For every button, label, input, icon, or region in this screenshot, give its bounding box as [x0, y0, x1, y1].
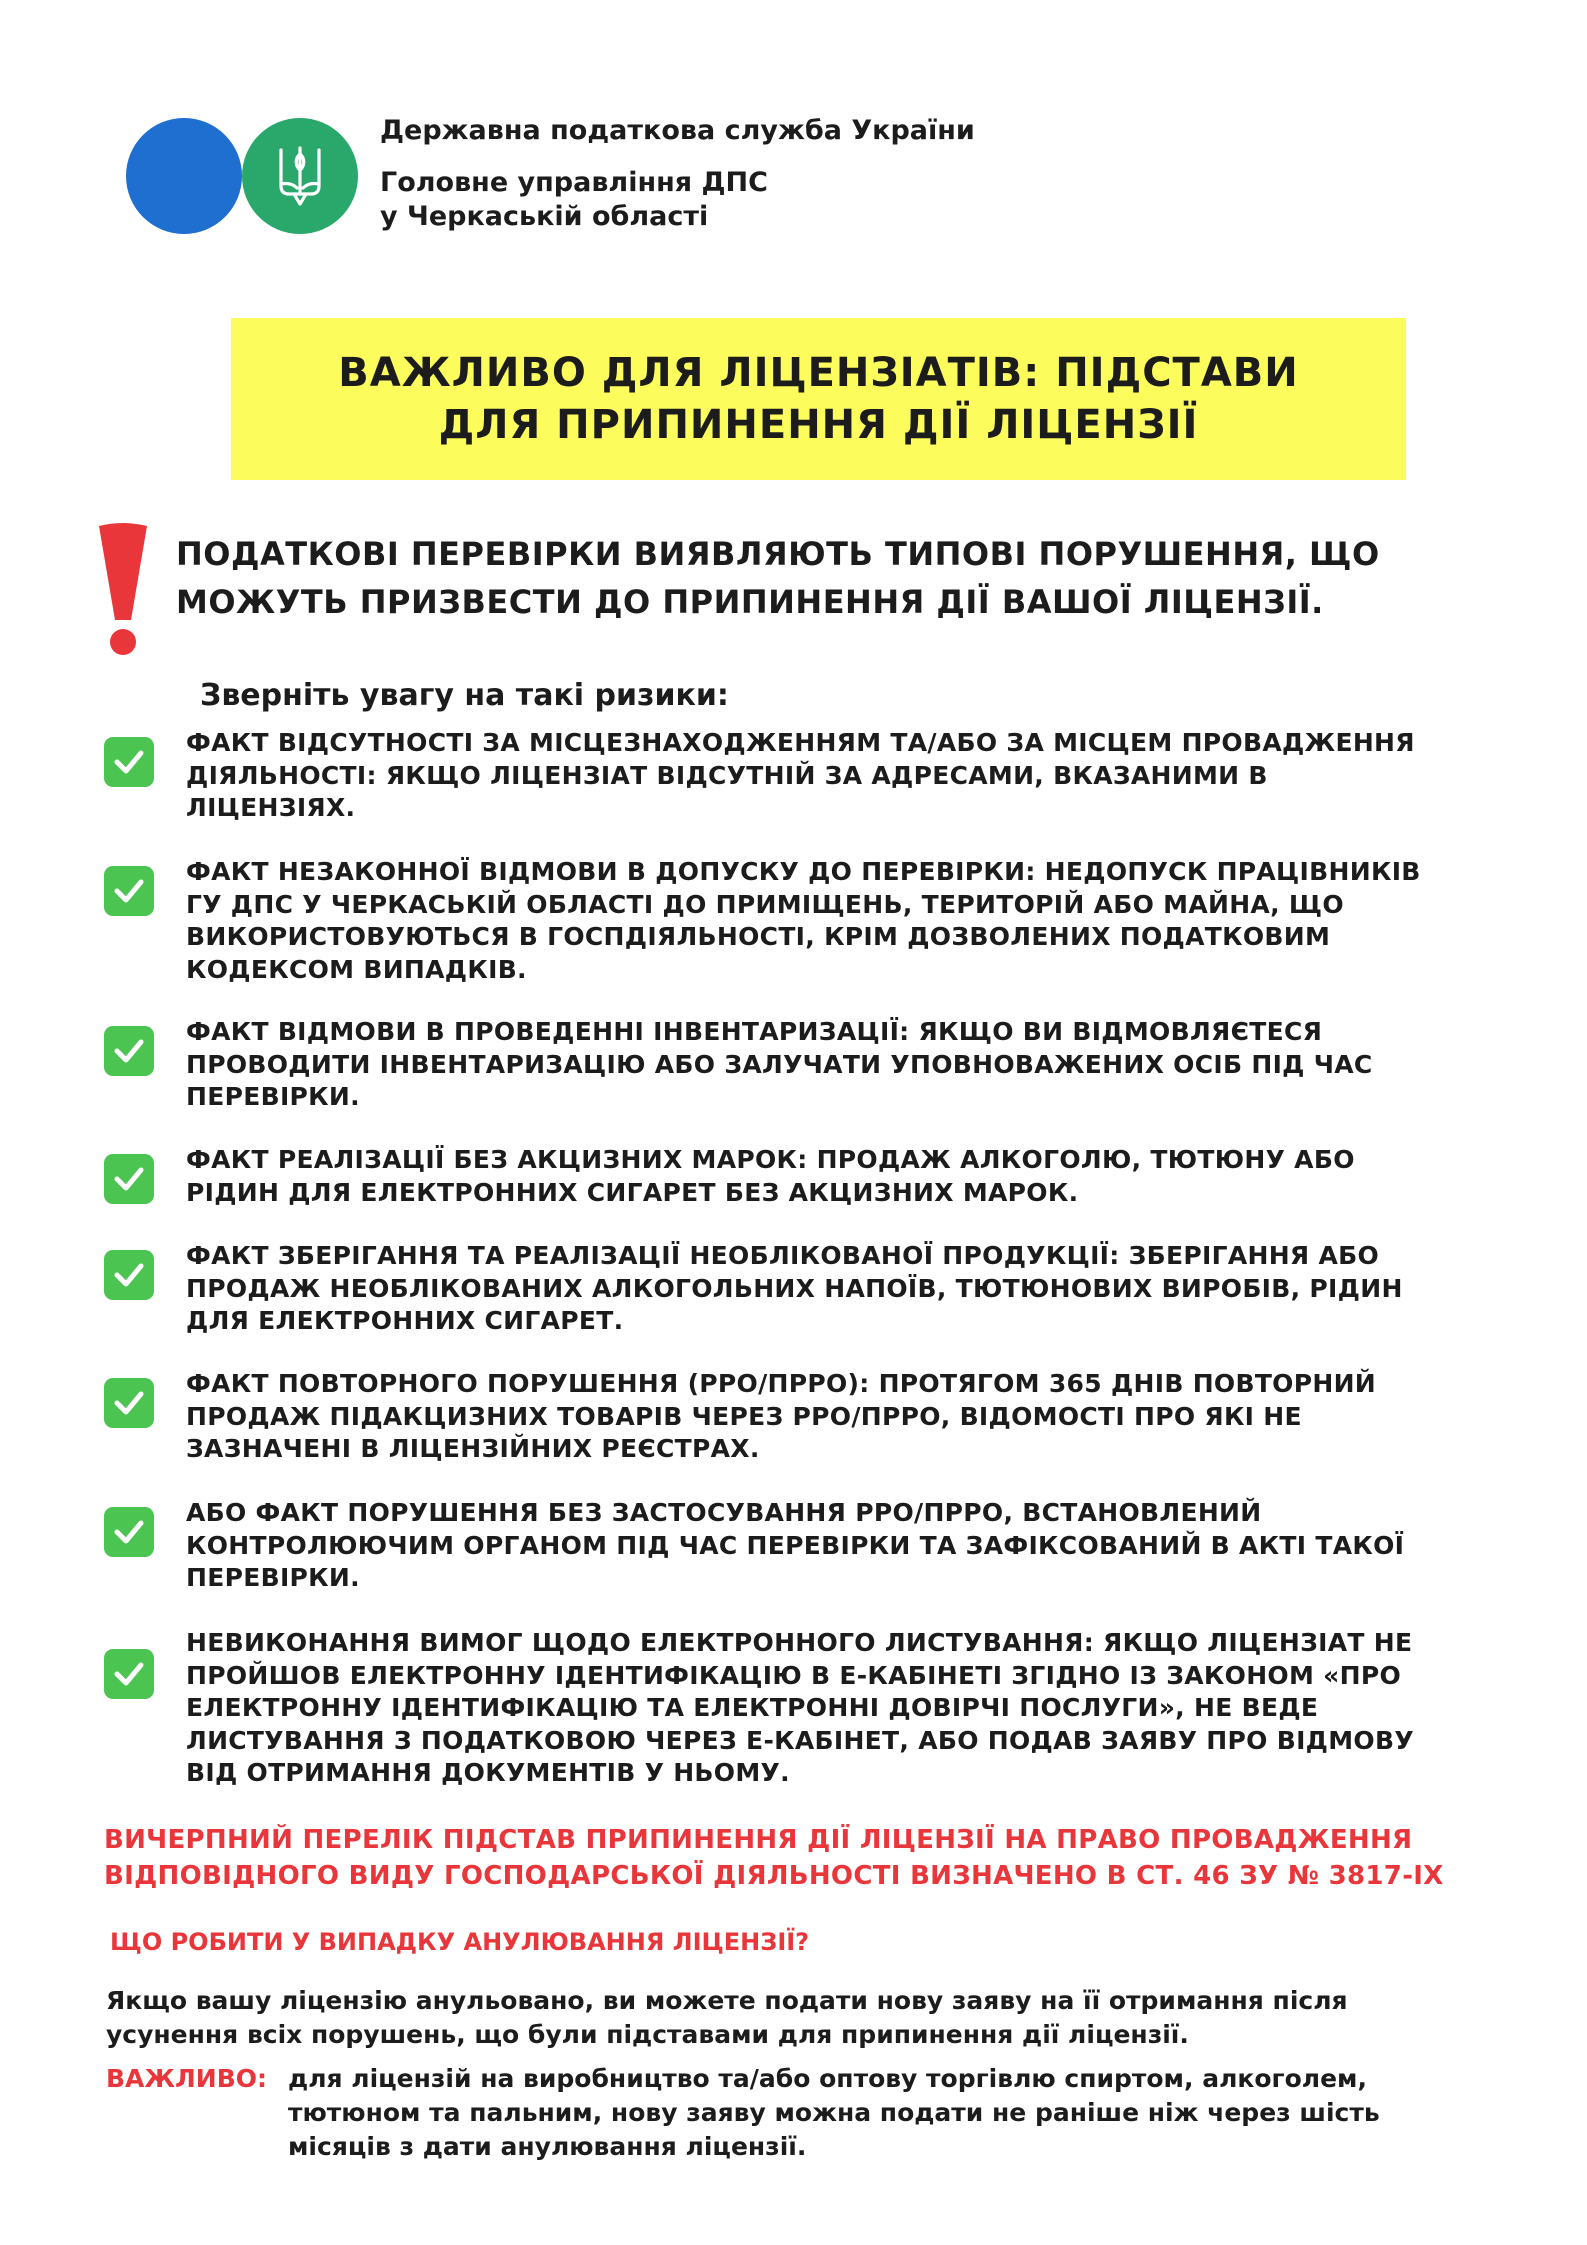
- risk-line: ВИКОРИСТОВУЮТЬСЯ В ГОСПДІЯЛЬНОСТІ, КРІМ ДОЗВОЛЕНИХ ПОДАТКОВИМ: [186, 922, 1331, 951]
- checkmark-icon: [104, 1026, 154, 1076]
- risk-text: [186, 1144, 1355, 1209]
- risk-text: [186, 1368, 1376, 1466]
- org-name: Державна податкова служба України: [380, 115, 975, 146]
- risk-line: ФАКТ НЕЗАКОННОЇ ВІДМОВИ В ДОПУСКУ ДО ПЕРЕВІРКИ: НЕДОПУСК ПРАЦІВНИКІВ: [186, 857, 1421, 886]
- risk-line: КОДЕКСОМ ВИПАДКІВ.: [186, 954, 527, 984]
- risk-line: ФАКТ ЗБЕРІГАННЯ ТА РЕАЛІЗАЦІЇ НЕОБЛІКОВАНОЇ ПРОДУКЦІЇ: ЗБЕРІГАННЯ АБО: [186, 1241, 1380, 1270]
- risk-text: [186, 1627, 1414, 1790]
- risk-line: ЛІЦЕНЗІЯХ.: [186, 793, 356, 822]
- risk-line: ВІД ОТРИМАННЯ ДОКУМЕНТІВ У НЬОМУ.: [186, 1758, 790, 1787]
- title-banner: [231, 318, 1406, 480]
- checkmark-icon: [104, 737, 154, 787]
- important-line3: місяців з дати анулювання ліцензії.: [288, 2132, 807, 2161]
- what-todo-line2: усунення всіх порушень, що були підставами для припинення дії ліцензії.: [106, 2020, 1189, 2049]
- risk-line: ФАКТ ПОВТОРНОГО ПОРУШЕННЯ (РРО/ПРРО): ПРОТЯГОМ 365 ДНІВ ПОВТОРНИЙ: [186, 1369, 1377, 1398]
- important-line1: для ліцензій на виробництво та/або оптову торгівлю спиртом, алкоголем,: [288, 2064, 1367, 2093]
- risk-line: ПРОДАЖ НЕОБЛІКОВАНИХ АЛКОГОЛЬНИХ НАПОЇВ, ТЮТЮНОВИХ ВИРОБІВ, РІДИН: [186, 1273, 1403, 1303]
- org-department-line1: Головне управління ДПС: [380, 167, 768, 198]
- important-body: [288, 2062, 1380, 2164]
- risk-line: ЕЛЕКТРОННУ ІДЕНТИФІКАЦІЮ ТА ЕЛЕКТРОННІ ДОВІРЧІ ПОСЛУГИ», НЕ ВЕДЕ: [186, 1693, 1319, 1722]
- risk-text: [186, 1497, 1404, 1595]
- risk-line: ЛИСТУВАННЯ З ПОДАТКОВОЮ ЧЕРЕЗ Е-КАБІНЕТ, АБО ПОДАВ ЗАЯВУ ПРО ВІДМОВУ: [186, 1725, 1414, 1755]
- logo-green-circle: [242, 118, 358, 234]
- legal-note-line2: ВІДПОВІДНОГО ВИДУ ГОСПОДАРСЬКОЇ ДІЯЛЬНОСТІ ВИЗНАЧЕНО В СТ. 46 ЗУ № 3817-IX: [104, 1861, 1444, 1891]
- risk-line: ДЛЯ ЕЛЕКТРОННИХ СИГАРЕТ.: [186, 1306, 624, 1335]
- risk-line: ПЕРЕВІРКИ.: [186, 1563, 360, 1592]
- exclamation-icon: [93, 520, 153, 660]
- org-department: [380, 166, 768, 234]
- risk-text: [186, 1240, 1403, 1338]
- checkmark-icon: [104, 1250, 154, 1300]
- what-todo-body: [106, 1984, 1348, 2052]
- risk-line: АБО ФАКТ ПОРУШЕННЯ БЕЗ ЗАСТОСУВАННЯ РРО/ПРРО, ВСТАНОВЛЕНИЙ: [186, 1498, 1262, 1527]
- lead-text: [176, 530, 1380, 626]
- title-line1: ВАЖЛИВО ДЛЯ ЛІЦЕНЗІАТІВ: ПІДСТАВИ: [338, 350, 1299, 396]
- risk-line: РІДИН ДЛЯ ЕЛЕКТРОННИХ СИГАРЕТ БЕЗ АКЦИЗНИХ МАРОК.: [186, 1177, 1079, 1207]
- risk-line: ДІЯЛЬНОСТІ: ЯКЩО ЛІЦЕНЗІАТ ВІДСУТНІЙ ЗА АДРЕСАМИ, ВКАЗАНИМИ В: [186, 760, 1268, 790]
- lead-line2: МОЖУТЬ ПРИЗВЕСТИ ДО ПРИПИНЕННЯ ДІЇ ВАШОЇ ЛІЦЕНЗІЇ.: [176, 583, 1324, 621]
- lead-line1: ПОДАТКОВІ ПЕРЕВІРКИ ВИЯВЛЯЮТЬ ТИПОВІ ПОРУШЕННЯ, ЩО: [176, 535, 1380, 573]
- checkmark-icon: [104, 1378, 154, 1428]
- risk-line: КОНТРОЛЮЮЧИМ ОРГАНОМ ПІД ЧАС ПЕРЕВІРКИ ТА ЗАФІКСОВАНИЙ В АКТІ ТАКОЇ: [186, 1530, 1405, 1560]
- risk-line: ГУ ДПС У ЧЕРКАСЬКІЙ ОБЛАСТІ ДО ПРИМІЩЕНЬ, ТЕРИТОРІЙ АБО МАЙНА, ЩО: [186, 889, 1344, 919]
- logo-blue-circle: [126, 118, 242, 234]
- risk-text: [186, 727, 1415, 825]
- checkmark-icon: [104, 1507, 154, 1557]
- important-label: ВАЖЛИВО:: [106, 2064, 267, 2093]
- risk-line: ПРОЙШОВ ЕЛЕКТРОННУ ІДЕНТИФІКАЦІЮ В Е-КАБІНЕТІ ЗГІДНО ІЗ ЗАКОНОМ «ПРО: [186, 1660, 1402, 1690]
- risk-line: ФАКТ ВІДМОВИ В ПРОВЕДЕННІ ІНВЕНТАРИЗАЦІЇ: ЯКЩО ВИ ВІДМОВЛЯЄТЕСЯ: [186, 1017, 1323, 1046]
- risk-line: ПРОДАЖ ПІДАКЦИЗНИХ ТОВАРІВ ЧЕРЕЗ РРО/ПРРО, ВІДОМОСТІ ПРО ЯКІ НЕ: [186, 1401, 1302, 1431]
- risk-line: ЗАЗНАЧЕНІ В ЛІЦЕНЗІЙНИХ РЕЄСТРАХ.: [186, 1434, 760, 1463]
- org-department-line2: у Черкаській області: [380, 201, 709, 232]
- risk-line: ПРОВОДИТИ ІНВЕНТАРИЗАЦІЮ АБО ЗАЛУЧАТИ УПОВНОВАЖЕНИХ ОСІБ ПІД ЧАС: [186, 1049, 1373, 1079]
- trident-icon: [275, 144, 325, 208]
- important-line2: тютюном та пальним, нову заяву можна подати не раніше ніж через шість: [288, 2098, 1380, 2127]
- risk-text: [186, 856, 1421, 986]
- checkmark-icon: [104, 1649, 154, 1699]
- checkmark-icon: [104, 1154, 154, 1204]
- risk-line: ФАКТ ВІДСУТНОСТІ ЗА МІСЦЕЗНАХОДЖЕННЯМ ТА/АБО ЗА МІСЦЕМ ПРОВАДЖЕННЯ: [186, 728, 1415, 757]
- legal-note: [104, 1822, 1444, 1894]
- risk-line: НЕВИКОНАННЯ ВИМОГ ЩОДО ЕЛЕКТРОННОГО ЛИСТУВАННЯ: ЯКЩО ЛІЦЕНЗІАТ НЕ: [186, 1628, 1413, 1657]
- title-line2: ДЛЯ ПРИПИНЕННЯ ДІЇ ЛІЦЕНЗІЇ: [438, 402, 1199, 448]
- risk-text: [186, 1016, 1373, 1114]
- checkmark-icon: [104, 866, 154, 916]
- what-todo-heading: ЩО РОБИТИ У ВИПАДКУ АНУЛЮВАННЯ ЛІЦЕНЗІЇ?: [110, 1928, 810, 1956]
- risk-line: ПЕРЕВІРКИ.: [186, 1082, 360, 1111]
- risk-line: ФАКТ РЕАЛІЗАЦІЇ БЕЗ АКЦИЗНИХ МАРОК: ПРОДАЖ АЛКОГОЛЮ, ТЮТЮНУ АБО: [186, 1145, 1355, 1174]
- legal-note-line1: ВИЧЕРПНИЙ ПЕРЕЛІК ПІДСТАВ ПРИПИНЕННЯ ДІЇ ЛІЦЕНЗІЇ НА ПРАВО ПРОВАДЖЕННЯ: [104, 1825, 1413, 1855]
- attention-heading: Зверніть увагу на такі ризики:: [200, 678, 729, 713]
- what-todo-line1: Якщо вашу ліцензію анульовано, ви можете подати нову заяву на її отримання після: [106, 1986, 1348, 2015]
